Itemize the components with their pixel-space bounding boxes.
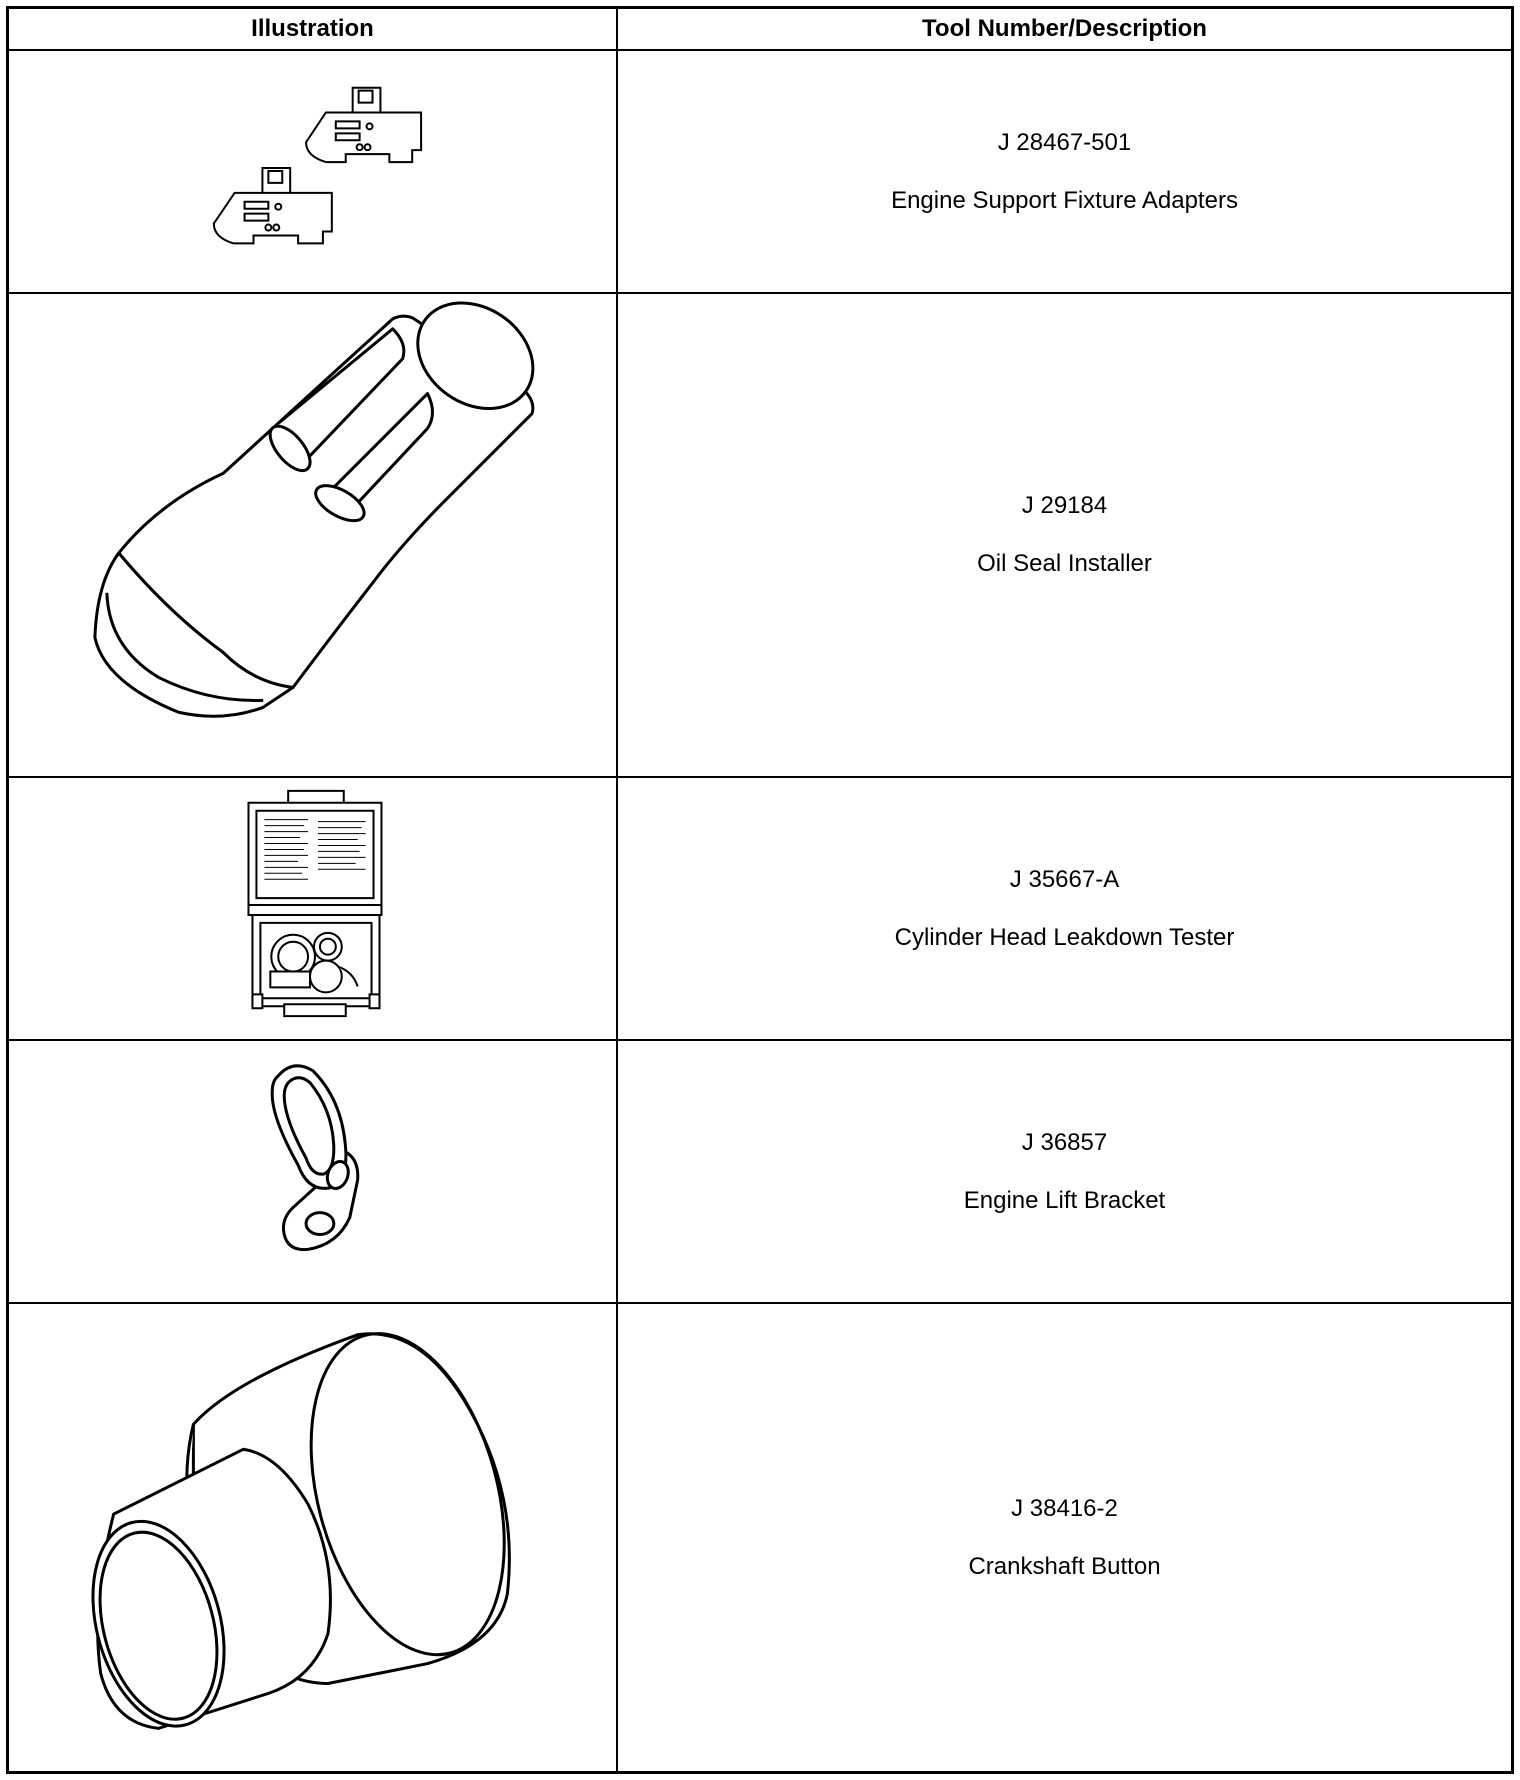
tool-number: J 28467-501 — [997, 128, 1132, 156]
tool-description-cell — [618, 1041, 1511, 1302]
table-row — [9, 1304, 1511, 1771]
tool-description-cell — [618, 294, 1511, 776]
tool-description: Engine Lift Bracket — [963, 1186, 1166, 1214]
tool-number: J 35667-A — [1009, 865, 1120, 893]
tool-description-cell — [618, 1304, 1511, 1771]
engine-lift-bracket-icon — [9, 1041, 616, 1302]
table-row — [9, 294, 1511, 778]
illustration-cell — [9, 1304, 618, 1771]
table-row — [9, 51, 1511, 294]
illustration-cell — [9, 51, 618, 292]
illustration-cell — [9, 1041, 618, 1302]
oil-seal-installer-icon — [9, 294, 616, 776]
tool-description: Cylinder Head Leakdown Tester — [894, 923, 1235, 951]
tool-description: Engine Support Fixture Adapters — [891, 186, 1238, 214]
engine-support-fixture-adapters-icon — [9, 51, 616, 292]
tool-description: Crankshaft Button — [968, 1552, 1161, 1580]
leakdown-tester-case-icon — [9, 778, 616, 1039]
tool-description: Oil Seal Installer — [977, 550, 1152, 577]
special-tools-table — [6, 6, 1514, 1774]
table-row — [9, 1041, 1511, 1304]
header-tool-number-description: Tool Number/Description — [922, 15, 1207, 42]
tool-description-cell — [618, 778, 1511, 1039]
tool-number: J 36857 — [1021, 1128, 1108, 1156]
table-header-row — [9, 9, 1511, 51]
header-illustration: Illustration — [9, 9, 618, 49]
crankshaft-button-icon — [9, 1304, 616, 1771]
tool-number: J 29184 — [1021, 492, 1108, 519]
table-row — [9, 778, 1511, 1041]
illustration-cell — [9, 778, 618, 1039]
tool-number: J 38416-2 — [1011, 1494, 1118, 1522]
illustration-cell — [9, 294, 618, 776]
tool-description-cell — [618, 51, 1511, 292]
